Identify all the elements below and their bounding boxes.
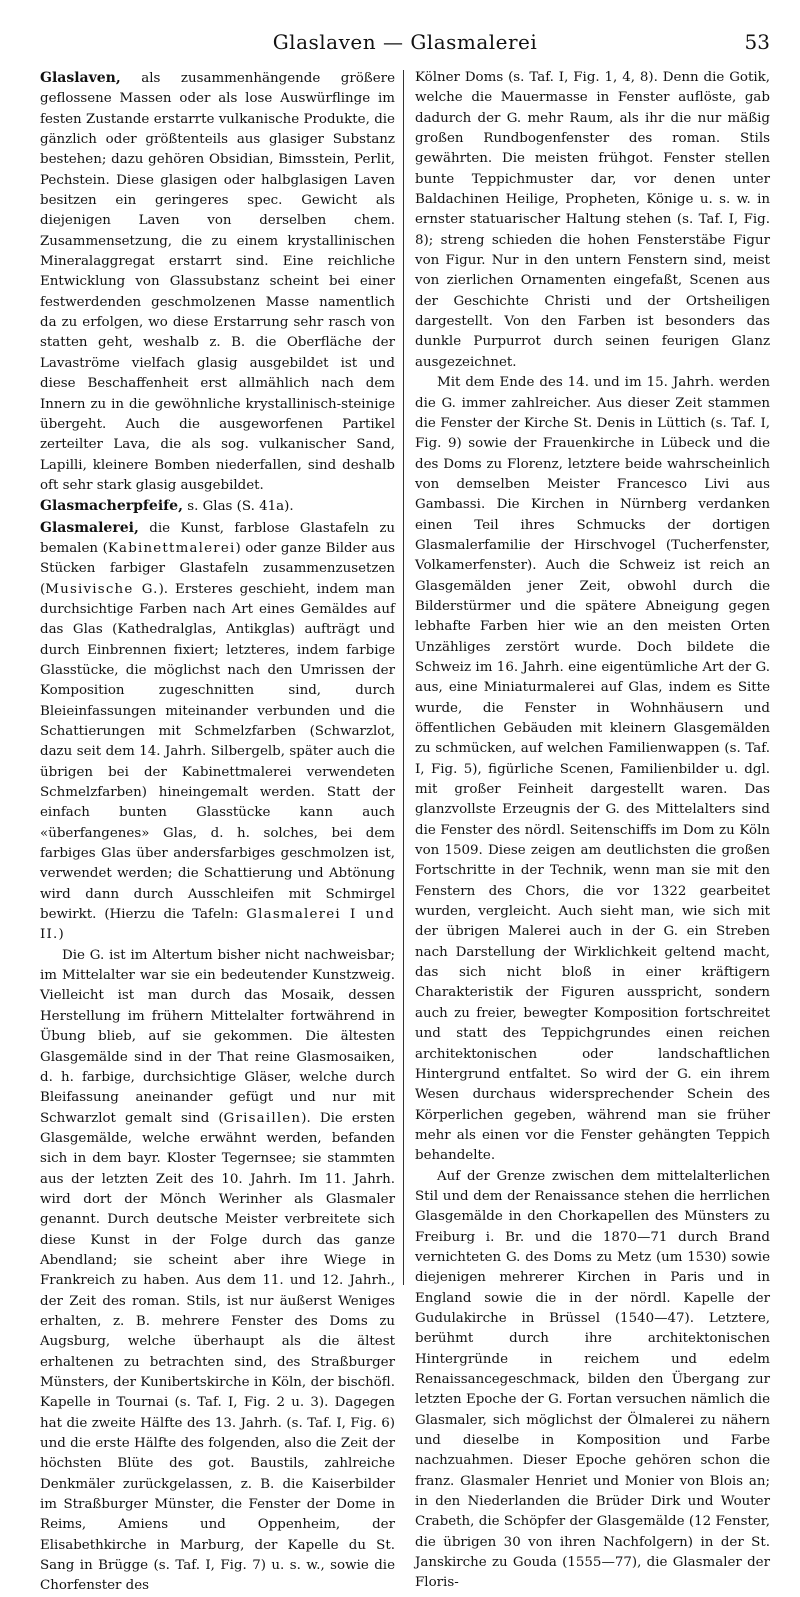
entry-text: s. Glas (S. 41a). [182, 499, 294, 515]
entry-glasmacherpfeife [40, 496, 395, 517]
paragraph-text: Die G. ist im Altertum bisher nicht nachweisbar; im Mittelalter war sie ein bedeutender Kunstzweig. Vielleicht ist man durch das Mosaik, dessen Herstellung im frühern Mittelalter fortwährend in Übung blieb, auf sie gekommen. Die ältesten Glasgemälde sind in der That reine Glasmosaiken, d. h. farbige, durchsichtige Gläser, welche durch Bleifassung aneinander gefügt und nur mit Schwarzlot gemalt sind ( [40, 947, 395, 1126]
text-columns [40, 68, 770, 1594]
paragraph: Auf der Grenze zwischen dem mittelalterlichen Stil und dem der Renaissance stehen die herrlichen Glasgemälde in den Chorkapellen des Münsters zu Freiburg i. Br. und die 1870—71 durch Brand vernichteten G. des Doms zu Metz (um 1530) sowie diejenigen mehrerer Kirchen in Paris und in England sowie die in der nördl. Kapelle der Gudulakirche in Brüssel (1540—47). Letztere, berühmt durch ihre architektonischen Hintergründe in reichem und edelm Renaissancegeschmack, bilden den Übergang zur letzten Epoche der G. Fortan versuchen nämlich die Glasmaler, sich möglichst der Ölmalerei zu nähern und dieselbe in Komposition und Farbe nachzuahmen. Dieser Epoche gehören schon die franz. Glasmaler Henriet und Monier von Blois an; in den Niederlanden die Brüder Dirk und Wouter Crabeth, die Schöpfer der Glasgemälde (12 Fenster, die übrigen 30 von ihren Nachfolgern) in der St. Janskirche zu Gouda (1555—77), die Glasmaler der Floris- [415, 1168, 770, 1591]
term: Grisaillen [223, 1110, 302, 1126]
paragraph-text: ). Die ersten Glasgemälde, welche erwähnt werden, befanden sich in dem bayr. Kloster Tegernsee; sie stammten aus der letzten Zeit des 10. Jahrh. Im 11. Jahrh. wird dort der Mönch Werinher als Glasmaler genannt. Durch deutsche Meister verbreitete sich diese Kunst in der Folge durch das ganze Abendland; sie scheint aber ihre Wiege in Frankreich zu haben. Aus dem 11. und 12. Jahrh., der Zeit des roman. Stils, ist nur äußerst Weniges erhalten, z. B. mehrere Fenster des Doms zu Augsburg, welche überhaupt als die ältest erhaltenen zu betrachten sind, des Straßburger Münsters, der Kunibertskirche in Köln, der bischöfl. Kapelle in Tournai (s. Taf. I, Fig. 2 u. 3). Dagegen hat die zweite Hälfte des 13. Jahrh. (s. Taf. I, Fig. 6) und die erste Hälfte des folgenden, also die Zeit der höchsten Blüte des got. Baustils, zahlreiche Denkmäler zurückgelassen, z. B. die Kaiserbilder im Straßburger Münster, die Fenster der Dome in Reims, Amiens und Oppenheim, der Elisabethkirche in Marburg, der Kapelle du St. Sang in Brügge (s. Taf. I, Fig. 7) u. s. w., sowie die Chorfenster des [40, 1110, 395, 1594]
paragraph [40, 946, 395, 1597]
entry-text: die Kunst, farblose Glastafeln zu bemalen ( [40, 520, 395, 556]
running-head: Glaslaven — Glasmalerei [272, 30, 538, 54]
headword: Glasmalerei, [40, 519, 139, 536]
term: Musivische G. [45, 581, 159, 597]
left-column [40, 68, 395, 1594]
paragraph: Kölner Doms (s. Taf. I, Fig. 1, 4, 8). Denn die Gotik, welche die Mauermasse in Fenster auflöste, gab dadurch der G. mehr Raum, als ihr die nur mäßig großen Rundbogenfenster des roman. Stils gewährten. Die meisten frühgot. Fenster stellen bunte Teppichmuster dar, vor denen unter Baldachinen Heilige, Propheten, Könige u. s. w. in ernster statuarischer Haltung stehen (s. Taf. I, Fig. 8); streng schieden die hohen Fensterstäbe Figur von Figur. Nur in den untern Fenstern sind, meist von zierlichen Ornamenten eingefaßt, Scenen aus der Geschichte Christi und der Ortsheiligen dargestellt. Von den Farben ist besonders das dunkle Purpurrot durch seinen feurigen Glanz ausgezeichnet. [415, 70, 770, 370]
term: Kabinettmalerei [107, 540, 236, 556]
headword: Glaslaven, [40, 70, 121, 86]
page-number: 53 [744, 30, 770, 54]
entry-text: ) [58, 927, 64, 943]
headword: Glasmacherpfeife, [40, 498, 183, 515]
entry-text: als zusammenhängende größere geflossene Massen oder als lose Auswürflinge im festen Zustande erstarrte vulkanische Produkte, die gänzlich oder größtenteils aus glasiger Substanz bestehen; dazu gehören Obsidian, Bimsstein, Perlit, Pechstein. Diese glasigen oder halbglasigen Laven besitzen ein geringeres spec. Gewicht als diejenigen Laven von derselben chem. Zusammensetzung, die zu einem krystallinischen Mineralaggregat erstarrt sind. Eine reichliche Entwicklung von Glassubstanz scheint bei einer festwerdenden geschmolzenen Masse namentlich da zu erfolgen, wo diese Erstarrung sehr rasch von statten geht, weshalb z. B. die Oberfläche der Lavaströme vielfach glasig ausgebildet ist und diese Beschaffenheit erst allmählich nach dem Innern zu in die gewöhnliche krystallinisch-steinige übergeht. Auch die ausgeworfenen Partikel zerteilter Lava, die als sog. vulkanischer Sand, Lapilli, kleinere Bomben niederfallen, sind deshalb oft sehr stark glasig ausgebildet. [40, 71, 395, 493]
entry-glasmalerei [40, 518, 395, 946]
plate-reference: Glasmalerei I und II. [40, 907, 395, 943]
entry-text: ) oder ganze Bilder aus Stücken farbiger Glastafeln zusammenzusetzen ( [40, 540, 395, 597]
entry-glaslaven [40, 68, 395, 496]
page-header [40, 30, 770, 58]
right-column [415, 68, 770, 1591]
paragraph: Mit dem Ende des 14. und im 15. Jahrh. werden die G. immer zahlreicher. Aus dieser Zeit stammen die Fenster der Kirche St. Denis in Lüttich (s. Taf. I, Fig. 9) sowie der Frauenkirche in Lübeck und die des Doms zu Florenz, letztere beide wahrscheinlich von demselben Meister Francesco Livi aus Gambassi. Die Kirchen in Nürnberg verdanken einen Teil ihres Schmucks der dortigen Glasmalerfamilie der Hirschvogel (Tucherfenster, Volkamerfenster). Auch die Schweiz ist reich an Glasgemälden jener Zeit, obwohl durch die Bilderstürmer und die spätere Abneigung gegen lebhafte Farben hier wie an den meisten Orten Unzähliges zerstört wurde. Doch bildete die Schweiz im 16. Jahrh. eine eigentümliche Art der G. aus, eine Miniaturmalerei auf Glas, indem es Sitte wurde, die Fenster in Wohnhäusern und öffentlichen Gebäuden mit kleinern Glasgemälden zu schmücken, auf welchen Familienwappen (s. Taf. I, Fig. 5), figürliche Scenen, Familienbilder u. dgl. mit großer Feinheit dargestellt waren. Das glanzvollste Erzeugnis der G. des Mittelalters sind die Fenster des nördl. Seitenschiffs im Dom zu Köln von 1509. Diese zeigen am deutlichsten die großen Fortschritte in der Technik, wenn man sie mit den Fenstern des Chors, die vor 1322 gearbeitet wurden, vergleicht. Auch sieht man, wie sich mit der übrigen Malerei auch in der G. ein Streben nach Darstellung der Wirklichkeit geltend macht, das sich nicht bloß in einer kräftigern Charakteristik der Figuren ausspricht, sondern auch zu freier, bewegter Komposition fortschreitet und statt des Teppichgrundes einen reichen architektonischen oder landschaftlichen Hintergrund entfaltet. So wird der G. ein ihrem Wesen durchaus widersprechender Schein des Körperlichen gegeben, während man sie früher mehr als einen vor die Fenster gehängten Teppich behandelte. [415, 375, 770, 1164]
entry-text: ). Ersteres geschieht, indem man durchsichtige Farben nach Art eines Gemäldes auf das Glas (Kathedralglas, Antikglas) aufträgt und durch Einbrennen fixiert; letzteres, indem farbige Glasstücke, die möglichst nach den Umrissen der Komposition zugeschnitten sind, durch Bleieinfassungen miteinander verbunden und die Schattierungen mit Schmelzfarben (Schwarzlot, dazu seit dem 14. Jahrh. Silbergelb, später auch die übrigen bei der Kabinettmalerei verwendeten Schmelzfarben) hineingemalt werden. Statt der einfach bunten Glasstücke kann auch «überfangenes» Glas, d. h. solches, bei dem farbiges Glas über andersfarbiges geschmolzen ist, verwendet werden; die Schattierung und Abtönung wird dann durch Ausschleifen mit Schmirgel bewirkt. (Hierzu die Tafeln: [40, 581, 395, 923]
